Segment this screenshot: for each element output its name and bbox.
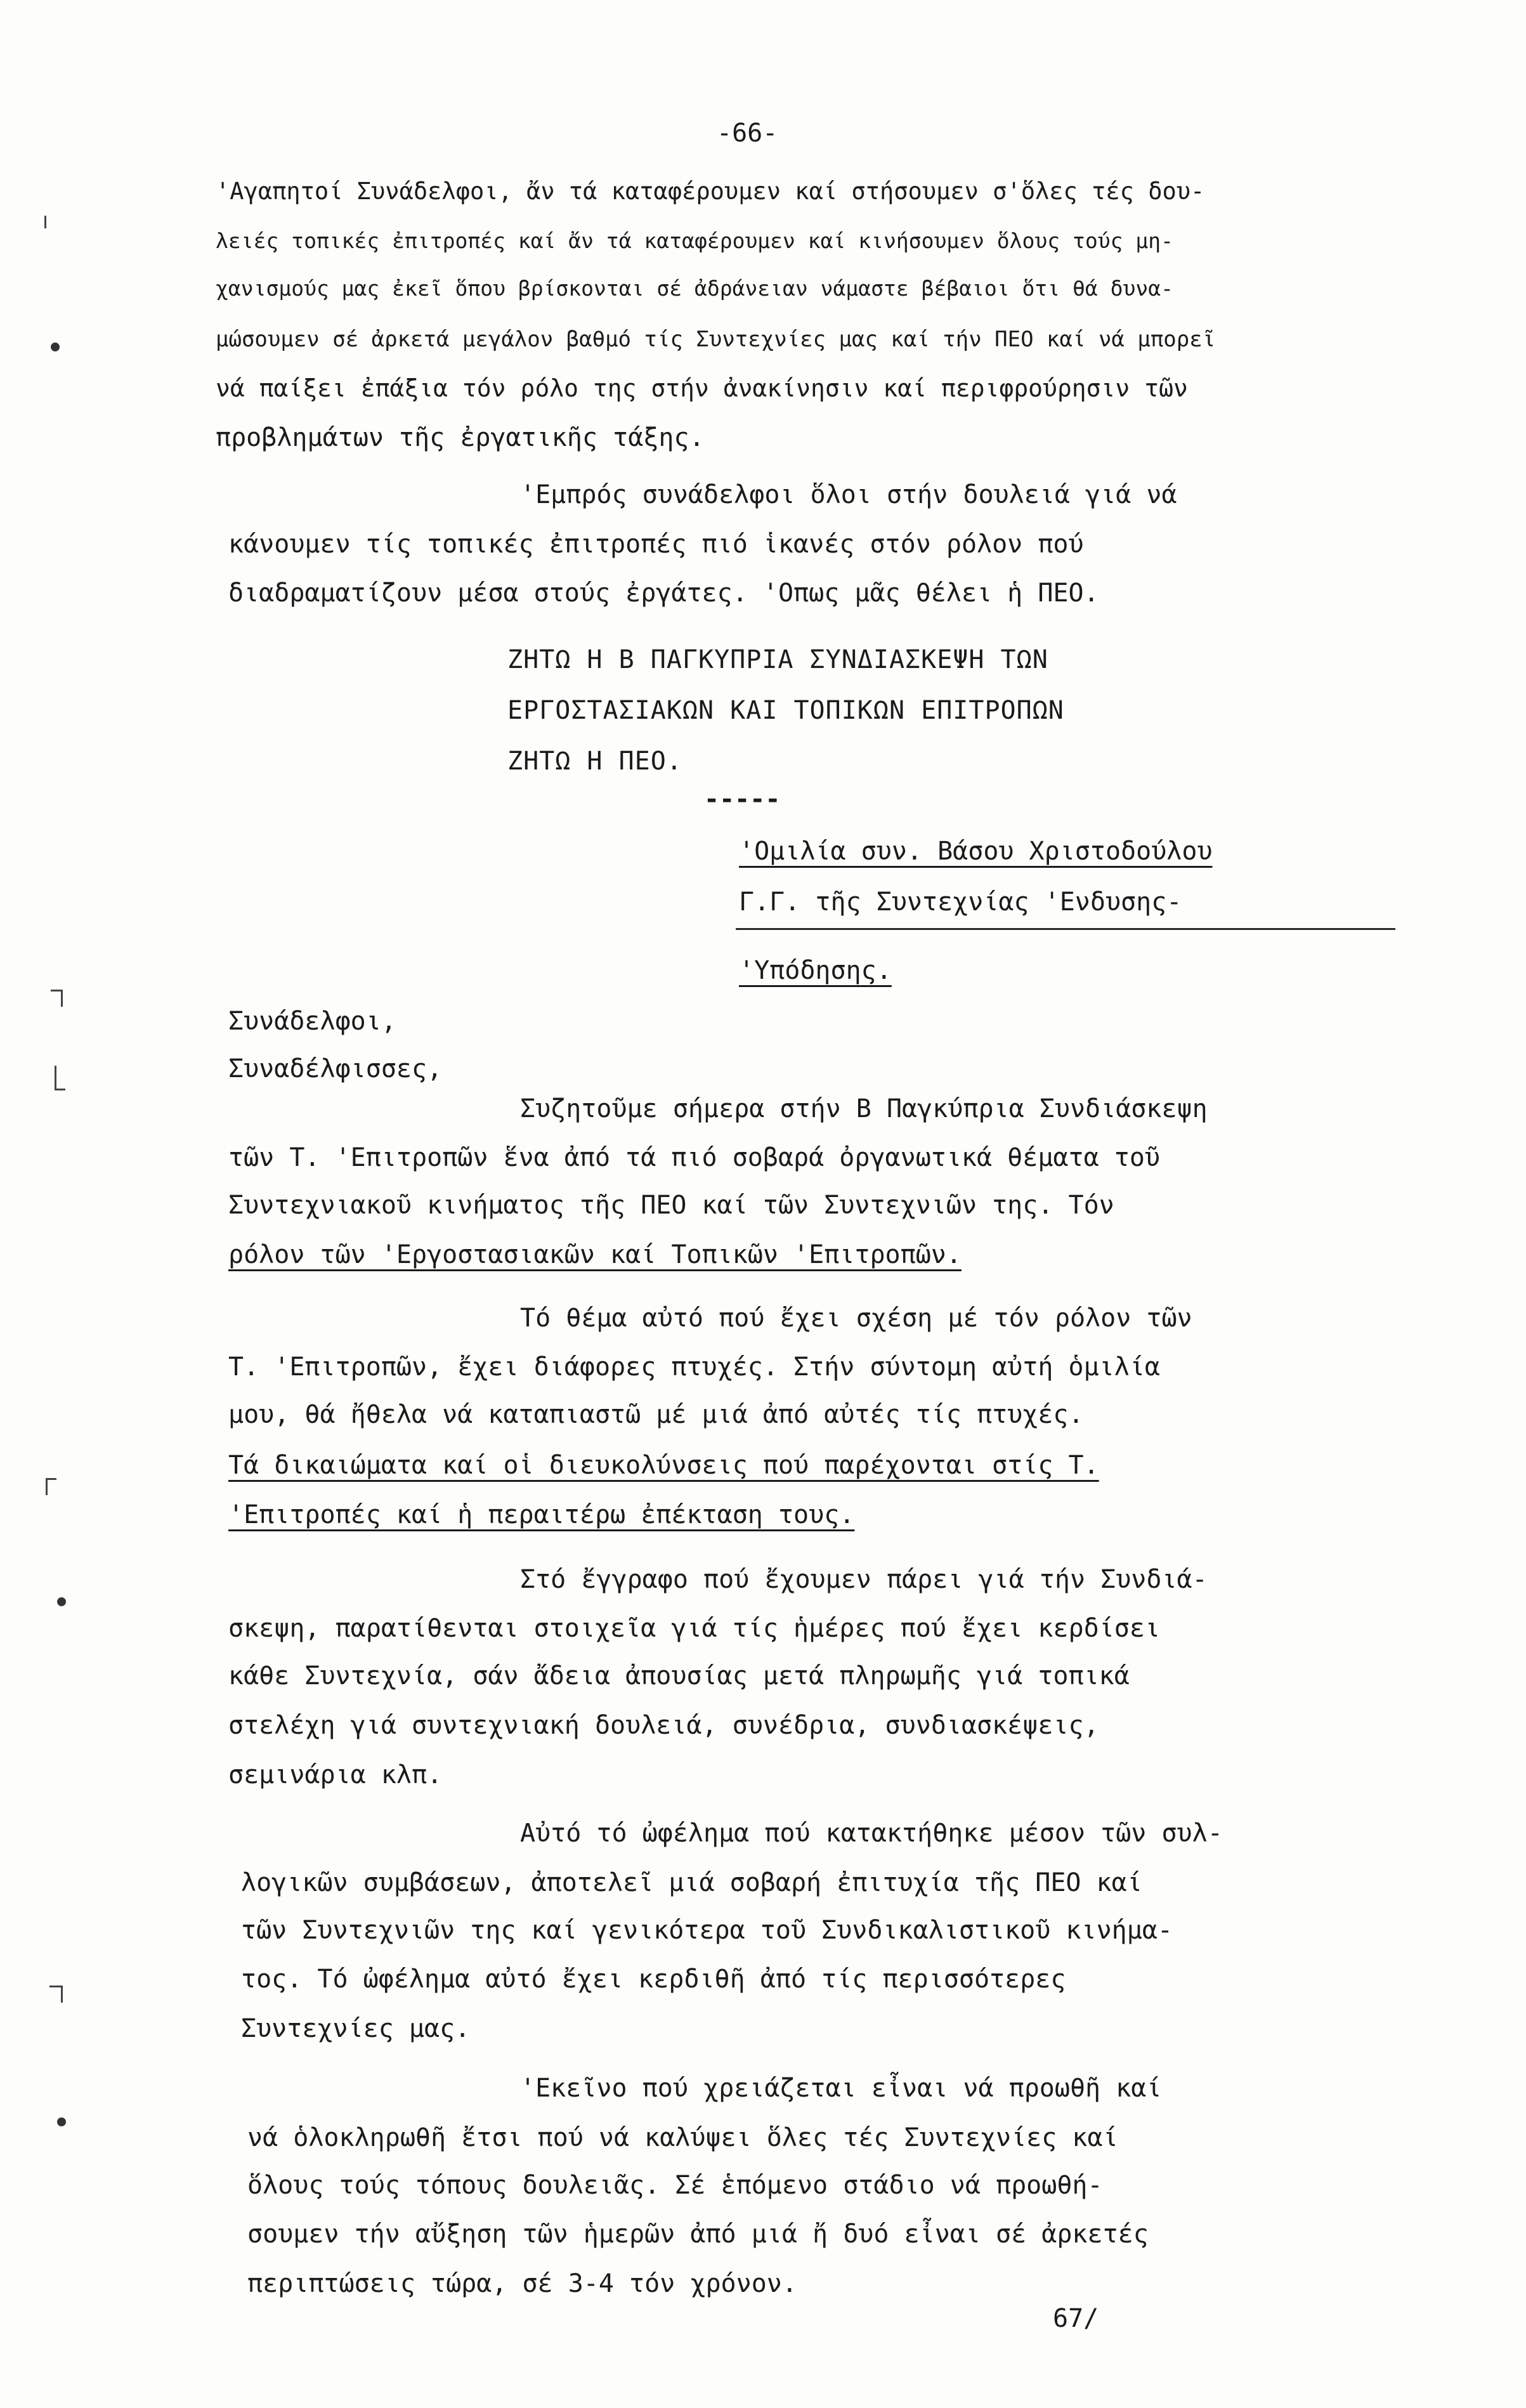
forward-line-3: διαδραματίζουν μέσα στούς ἐργάτες. 'Οπως μᾶς θέλει ἡ ΠΕΟ. [228, 579, 1099, 608]
margin-mark [46, 1478, 56, 1495]
intro-line-1: 'Αγαπητοί Συνάδελφοι, ἄν τά καταφέρουμεν καί στήσουμεν σ'ὅλες τές δου- [216, 178, 1205, 205]
intro-line-5: νά παίξει ἐπάξια τόν ρόλο της στήν ἀνακίνησιν καί περιφρούρησιν τῶν [216, 374, 1188, 402]
p5-line-3: ὅλους τούς τόπους δουλειᾶς. Σέ ἑπόμενο στάδιο νά προωθή- [247, 2171, 1103, 2200]
greeting-1: Συνάδελφοι, [228, 1007, 396, 1036]
p1-line-4: ρόλον τῶν 'Εργοστασιακῶν καί Τοπικῶν 'Επιτροπῶν. [228, 1240, 962, 1269]
p4-line-4: τος. Τό ὠφέλημα αὐτό ἔχει κερδιθῆ ἀπό τίς περισσότερες [241, 1965, 1066, 1994]
p3-line-1: Στό ἔγγραφο πού ἔχουμεν πάρει γιά τήν Συνδιά- [520, 1565, 1208, 1594]
p4-line-3: τῶν Συντεχνιῶν της καί γενικότερα τοῦ Συνδικαλιστικοῦ κινήμα- [241, 1916, 1173, 1945]
slogan-line-3: ΖΗΤΩ Η ΠΕΟ. [507, 747, 682, 776]
page-number: -66- [717, 119, 778, 148]
p5-line-4: σουμεν τήν αὔξηση τῶν ἡμερῶν ἀπό μιά ἤ δυό εἶναι σέ ἀρκετές [247, 2220, 1149, 2249]
p5-line-5: περιπτώσεις τώρα, σέ 3-4 τόν χρόνον. [247, 2269, 797, 2298]
p2-line-5: 'Επιτροπές καί ἡ περαιτέρω ἐπέκταση τους. [228, 1500, 855, 1529]
p3-line-5: σεμινάρια κλπ. [228, 1760, 443, 1790]
margin-mark [44, 216, 53, 228]
p5-line-1: 'Εκεῖνο πού χρειάζεται εἶναι νά προωθῆ καί [520, 2074, 1162, 2103]
slogan-line-1: ΖΗΤΩ Η Β ΠΑΓΚΥΠΡΙΑ ΣΥΝΔΙΑΣΚΕΨΗ ΤΩΝ [507, 645, 1048, 674]
forward-line-2: κάνουμεν τίς τοπικές ἐπιτροπές πιό ἱκανές στόν ρόλον πού [228, 530, 1084, 559]
p1-line-3: Συντεχνιακοῦ κινήματος τῆς ΠΕΟ καί τῶν Συντεχνιῶν της. Τόν [228, 1191, 1114, 1220]
p3-line-4: στελέχη γιά συντεχνιακή δουλειά, συνέδρια, συνδιασκέψεις, [228, 1711, 1099, 1740]
p4-line-1: Αὐτό τό ὠφέλημα πού κατακτήθηκε μέσον τῶν συλ- [520, 1819, 1223, 1848]
p2-line-3: μου, θά ἤθελα νά καταπιαστῶ μέ μιά ἀπό αὐτές τίς πτυχές. [228, 1400, 1084, 1429]
intro-line-4: μώσουμεν σέ ἀρκετά μεγάλον βαθμό τίς Συντεχνίες μας καί τήν ΠΕΟ καί νά μπορεῖ [216, 327, 1216, 352]
p3-line-3: κάθε Συντεχνία, σάν ἄδεια ἀπουσίας μετά πληρωμῆς γιά τοπικά [228, 1661, 1130, 1691]
speech-role: Γ.Γ. τῆς Συντεχνίας 'Ενδυσης- [739, 887, 1182, 917]
p2-line-4: Τά δικαιώματα καί οἱ διευκολύνσεις πού παρέχονται στίς Τ. [228, 1451, 1099, 1480]
slogan-line-2: ΕΡΓΟΣΤΑΣΙΑΚΩΝ ΚΑΙ ΤΟΠΙΚΩΝ ΕΠΙΤΡΟΠΩΝ [507, 696, 1064, 725]
speech-title: 'Ομιλία συν. Βάσου Χριστοδούλου [739, 837, 1213, 866]
p2-line-2: Τ. 'Επιτροπῶν, ἔχει διάφορες πτυχές. Στήν σύντομη αὐτή ὁμιλία [228, 1352, 1161, 1382]
header-rule [736, 928, 1395, 930]
greeting-2: Συναδέλφισσες, [228, 1054, 443, 1083]
margin-dot [57, 1597, 66, 1606]
p4-line-5: Συντεχνίες μας. [241, 2014, 471, 2043]
p3-line-2: σκεψη, παρατίθενται στοιχεῖα γιά τίς ἡμέρες πού ἔχει κερδίσει [228, 1614, 1161, 1643]
intro-line-3: χανισμούς μας ἐκεῖ ὅπου βρίσκονται σέ ἀδράνειαν νάμαστε βέβαιοι ὅτι θά δυνα- [216, 276, 1173, 301]
p4-line-2: λογικῶν συμβάσεων, ἀποτελεῖ μιά σοβαρή ἐπιτυχία τῆς ΠΕΟ καί [241, 1868, 1142, 1897]
p1-line-1: Συζητοῦμε σήμερα στήν Β Παγκύπρια Συνδιάσκεψη [520, 1094, 1208, 1123]
divider-dashes: ----- [704, 785, 781, 814]
margin-mark [55, 1066, 65, 1090]
margin-mark [51, 990, 63, 1007]
forward-line-1: 'Εμπρός συνάδελφοι ὅλοι στήν δουλειά γιά νά [520, 480, 1177, 509]
continuation-marker: 67/ [1053, 2304, 1099, 2333]
margin-dot [57, 2117, 66, 2126]
speech-union: 'Υπόδησης. [739, 956, 892, 985]
intro-line-2: λειές τοπικές ἐπιτροπές καί ἄν τά καταφέρουμεν καί κινήσουμεν ὅλους τούς μη- [216, 228, 1173, 253]
p5-line-2: νά ὁλοκληρωθῆ ἔτσι πού νά καλύψει ὅλες τές Συντεχνίες καί [247, 2123, 1118, 2152]
margin-mark [49, 1986, 63, 2003]
p1-line-2: τῶν Τ. 'Επιτροπῶν ἕνα ἀπό τά πιό σοβαρά ὀργανωτικά θέματα τοῦ [228, 1143, 1161, 1172]
p2-line-1: Τό θέμα αὐτό πού ἔχει σχέση μέ τόν ρόλον τῶν [520, 1304, 1192, 1333]
margin-dot [51, 343, 60, 351]
intro-line-6: προβλημάτων τῆς ἐργατικῆς τάξης. [216, 423, 705, 452]
